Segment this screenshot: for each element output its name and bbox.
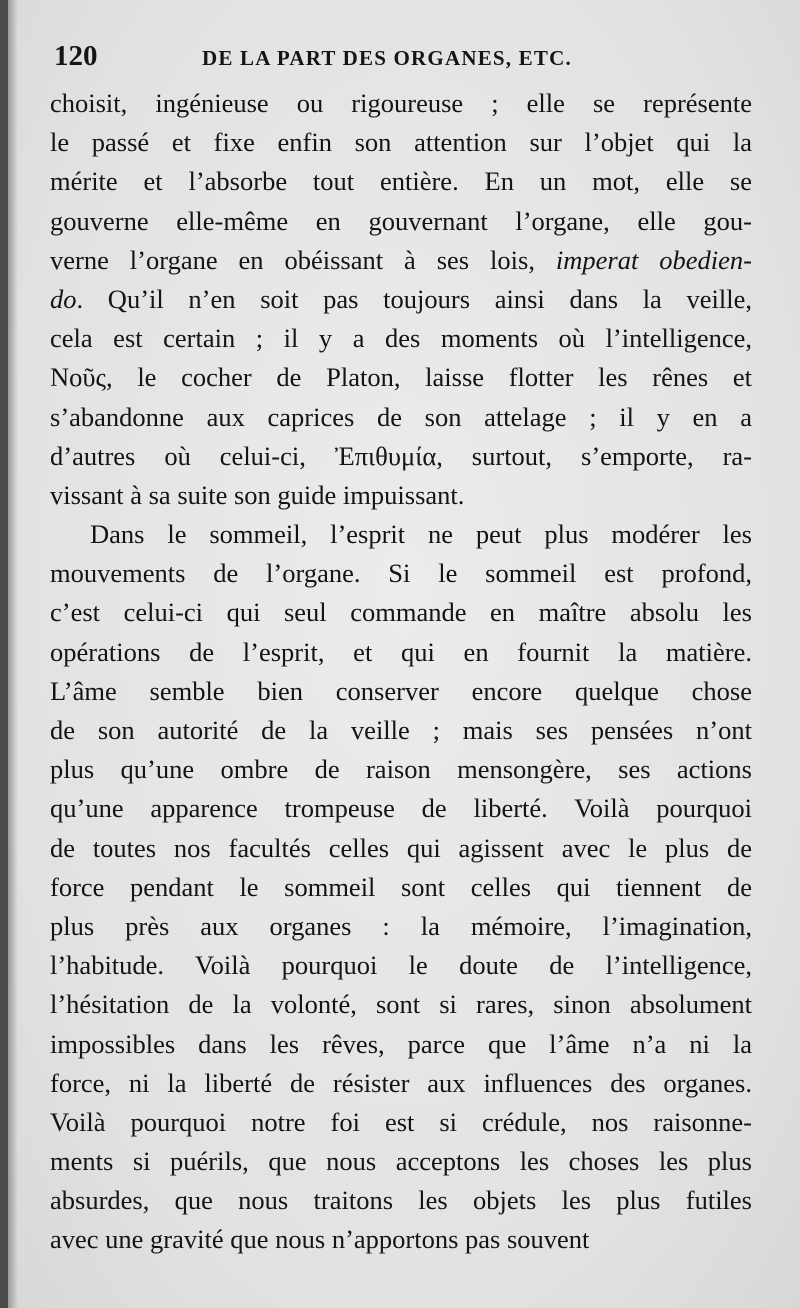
line-text: force pendant le sommeil sont celles qui tiennent de: [50, 871, 752, 902]
book-page: [8, 0, 800, 1308]
line-text: Voilà pourquoi notre foi est si crédule, nos raisonne-: [50, 1106, 752, 1137]
running-head: DE LA PART DES ORGANES, ETC.: [202, 46, 572, 70]
line-text: . Qu’il n’en soit pas toujours ainsi dans la veille,: [76, 283, 752, 314]
text-line: [50, 1103, 752, 1142]
line-text: cela est certain ; il y a des moments où l’intelligence,: [50, 323, 752, 354]
text-line: [50, 1142, 752, 1181]
line-text: vissant à sa suite son guide impuissant.: [50, 479, 465, 510]
text-line: [50, 907, 752, 946]
line-text: de toutes nos facultés celles qui agissent avec le plus de: [50, 832, 752, 863]
text-line: [50, 123, 752, 162]
text-line: [50, 476, 752, 515]
text-line: [50, 1025, 752, 1064]
line-text: verne l’organe en obéissant à ses lois,: [50, 244, 556, 275]
text-line: [50, 202, 752, 241]
text-line: [50, 554, 752, 593]
line-text: opérations de l’esprit, et qui en fournit la matière.: [50, 636, 752, 667]
line-text: de son autorité de la veille ; mais ses pensées n’ont: [50, 715, 752, 745]
text-line: [50, 789, 752, 828]
line-text: le passé et fixe enfin son attention sur l’objet qui la: [50, 127, 752, 158]
text-line: [50, 162, 752, 201]
line-text: d’autres où celui-ci, Ἐπιθυμία, surtout, s’emporte, ra-: [50, 440, 752, 471]
line-text: s’abandonne aux caprices de son attelage ; il y en a: [50, 401, 752, 432]
text-line: [50, 280, 752, 319]
line-text: c’est celui-ci qui seul commande en maître absolu les: [50, 597, 752, 628]
line-text: l’hésitation de la volonté, sont si rares, sinon absolument: [50, 989, 752, 1020]
page-header: [54, 40, 760, 74]
text-line: [50, 84, 752, 123]
text-line: [50, 358, 752, 397]
text-line: [50, 1220, 752, 1259]
text-line: [50, 319, 752, 358]
line-text: force, ni la liberté de résister aux influences des organes.: [50, 1067, 752, 1098]
line-text: mouvements de l’organe. Si le sommeil est profond,: [50, 558, 752, 589]
body-text: [50, 84, 752, 1260]
line-text: plus près aux organes : la mémoire, l’imagination,: [50, 910, 752, 941]
line-text: impossibles dans les rêves, parce que l’âme n’a ni la: [50, 1028, 752, 1059]
line-text: mérite et l’absorbe tout entière. En un mot, elle se: [50, 166, 752, 197]
line-text: Dans le sommeil, l’esprit ne peut plus modérer les: [90, 519, 752, 550]
text-line: [50, 985, 752, 1024]
line-text: absurdes, que nous traitons les objets les plus futiles: [50, 1185, 752, 1216]
line-text: Νοῦς, le cocher de Platon, laisse flotter les rênes et: [50, 362, 752, 393]
text-line: [50, 868, 752, 907]
text-line: [50, 398, 752, 437]
text-line: [50, 241, 752, 280]
line-italic-text: do: [50, 283, 77, 314]
text-line: [50, 1181, 752, 1220]
line-italic-text: imperat obedien-: [555, 244, 752, 275]
text-line: [50, 750, 752, 789]
page-number: 120: [54, 40, 98, 72]
text-line: [50, 672, 752, 711]
text-line: [50, 711, 752, 750]
text-line: [50, 946, 752, 985]
text-line: [50, 1064, 752, 1103]
line-text: gouverne elle-même en gouvernant l’organe, elle gou-: [50, 205, 752, 236]
line-text: plus qu’une ombre de raison mensongère, ses actions: [50, 754, 752, 785]
line-text: l’habitude. Voilà pourquoi le doute de l’intelligence,: [50, 950, 752, 981]
line-text: qu’une apparence trompeuse de liberté. Voilà pourquoi: [50, 793, 752, 824]
text-line: [50, 437, 752, 476]
text-line: [50, 515, 752, 554]
text-line: [50, 633, 752, 672]
text-line: [50, 593, 752, 632]
line-text: avec une gravité que nous n’apportons pas souvent: [50, 1224, 590, 1255]
line-text: L’âme semble bien conserver encore quelque chose: [50, 675, 752, 706]
line-text: ments si puérils, que nous acceptons les choses les plus: [50, 1146, 752, 1177]
text-line: [50, 829, 752, 868]
line-text: choisit, ingénieuse ou rigoureuse ; elle se représente: [50, 88, 752, 118]
